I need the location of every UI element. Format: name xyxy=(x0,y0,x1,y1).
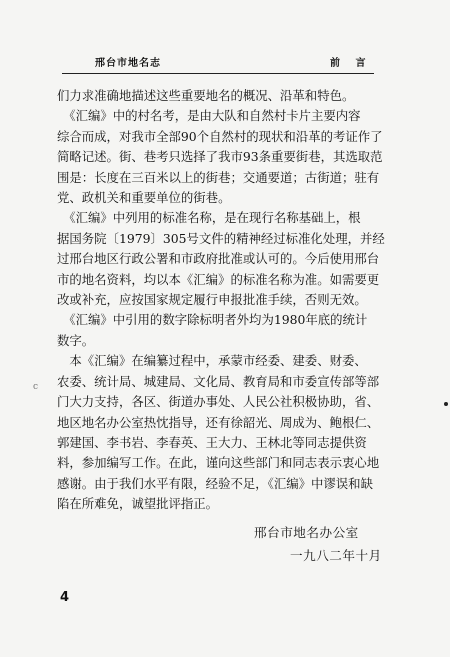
body-line: 郭建国、李书岩、李春英、王大力、王林北等同志提供资 xyxy=(57,434,367,450)
body-line: 感谢。由于我们水平有限，经验不足，《汇编》中谬误和缺 xyxy=(57,475,373,491)
running-header-title: 邢台市地名志 xyxy=(95,58,161,69)
body-line: 本《汇编》在编纂过程中，承蒙市经委、建委、财委、 xyxy=(57,353,367,369)
body-line: 市的地名资料，均以本《汇编》的标准名称为准。如需要更 xyxy=(57,271,380,287)
body-line: 《汇编》中引用的数字除标明者外均为1980年底的统计 xyxy=(57,312,368,328)
body-line: 过邢台地区行政公署和市政府批准或认可的。今后使用邢台 xyxy=(57,251,380,267)
body-line: 地区地名办公室热忱指导，还有徐韶光、周成为、鲍根仁、 xyxy=(57,414,380,430)
header-divider xyxy=(62,73,374,74)
body-line: 据国务院〔1979〕305号文件的精神经过标准化处理，并经 xyxy=(57,230,385,246)
body-line: 改或补充，应按国家规定履行申报批准手续，否则无效。 xyxy=(57,292,367,308)
body-line: 《汇编》中的村名考，是由大队和自然村卡片主要内容 xyxy=(57,108,361,124)
signature-office: 邢台市地名办公室 xyxy=(254,525,359,540)
body-line: 综合而成，对我市全部90个自然村的现状和沿革的考证作了 xyxy=(57,128,383,144)
body-line: 门大力支持，各区、街道办事处、人民公社积极协助，省、 xyxy=(57,394,380,410)
body-line: 《汇编》中列用的标准名称，是在现行名称基础上，根 xyxy=(57,210,361,226)
body-line: 简略记述。街、巷考只选择了我市93条重要街巷，其选取范 xyxy=(57,149,383,165)
signature-date: 一九八二年十月 xyxy=(290,548,382,563)
body-line: 料，参加编写工作。在此，谨向这些部门和同志表示衷心地 xyxy=(57,455,380,471)
page-number: 4 xyxy=(60,590,70,605)
body-line: 农委、统计局、城建局、文化局、教育局和市委宣传部等部 xyxy=(57,373,380,389)
body-line: 们力求准确地描述这些重要地名的概况、沿革和特色。 xyxy=(57,88,355,103)
running-header-section: 前 言 xyxy=(330,58,372,69)
body-line: 数字。 xyxy=(57,332,95,348)
body-text xyxy=(57,86,383,515)
body-line: 党、政机关和重要单位的街巷。 xyxy=(57,190,231,206)
body-line: 陷在所难免，诚望批评指正。 xyxy=(57,496,219,512)
margin-mark: c xyxy=(33,382,39,392)
edge-dot xyxy=(444,402,448,406)
body-line: 围是：长度在三百米以上的街巷；交通要道；古街道；驻有 xyxy=(57,169,380,185)
